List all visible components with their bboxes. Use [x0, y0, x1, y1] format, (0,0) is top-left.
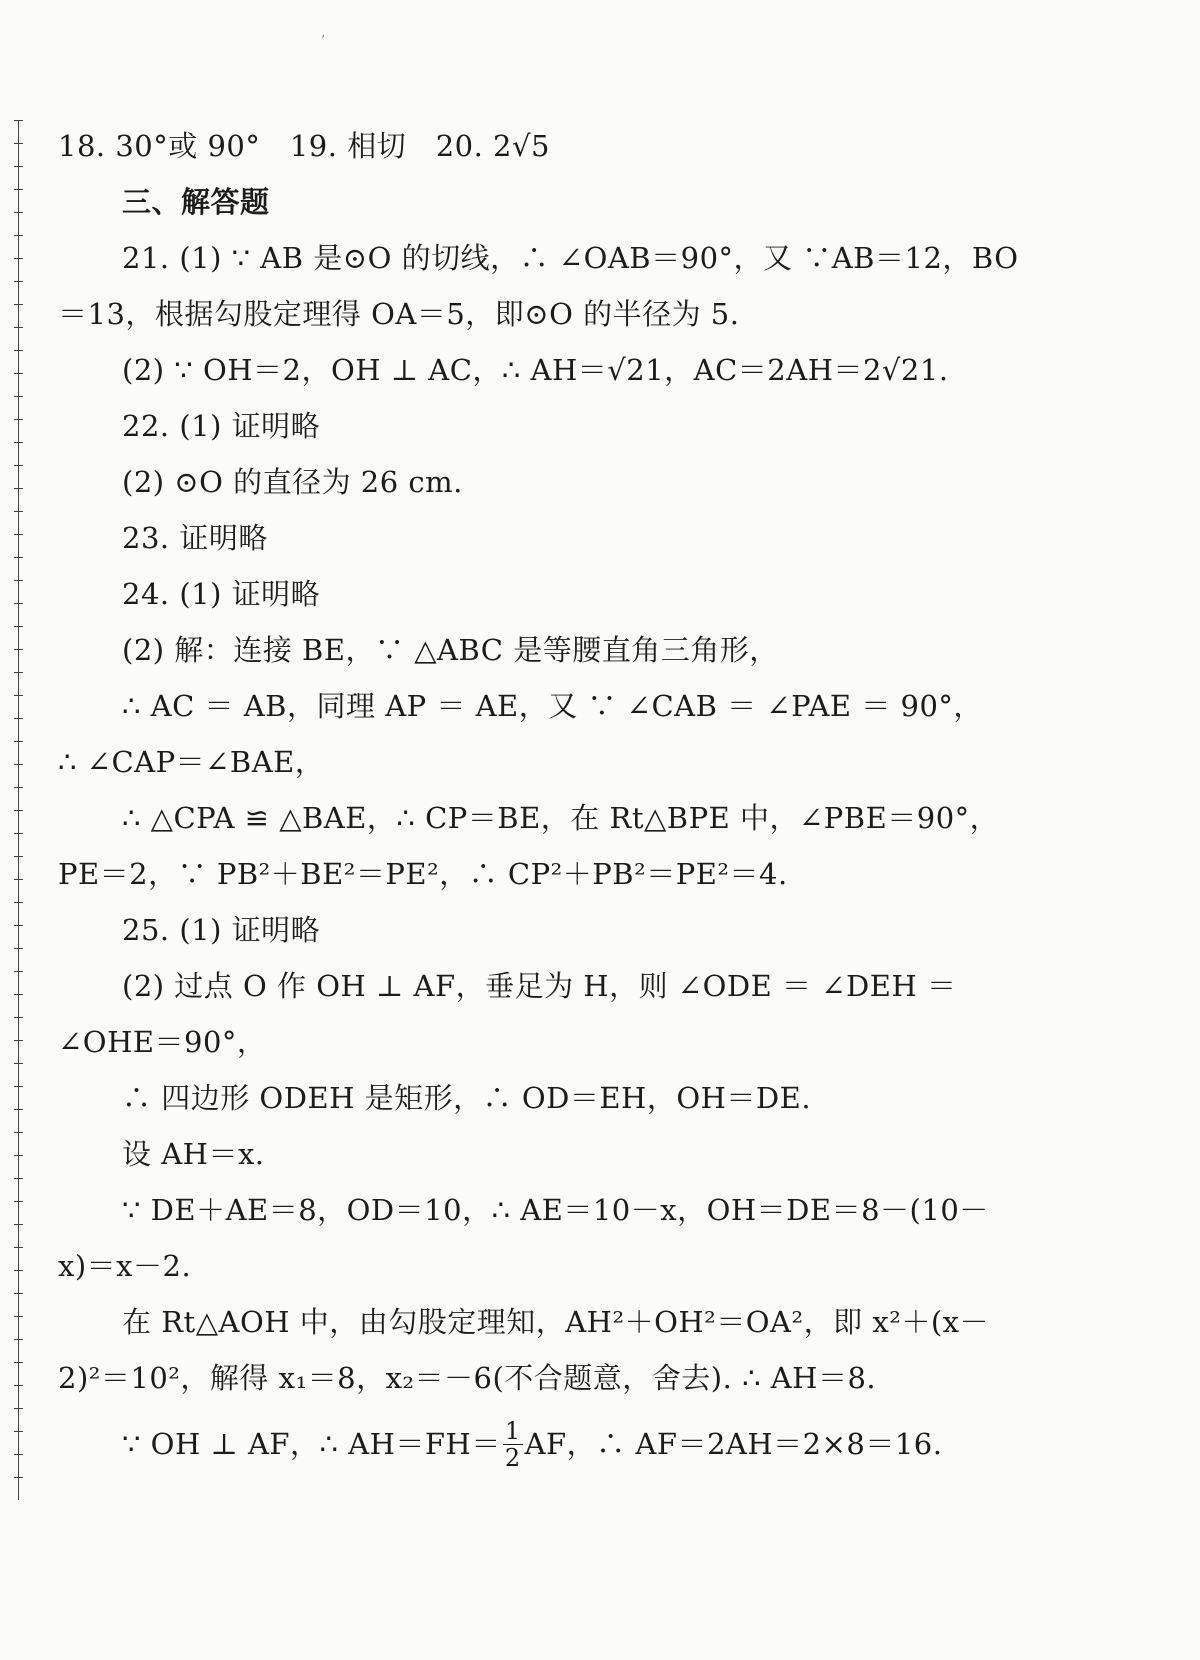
- binding-tick: [14, 1201, 23, 1202]
- answer-line-25-2h: 2)²＝10²，解得 x₁＝8，x₂＝－6(不合题意，舍去). ∴ AH＝8.: [58, 1361, 877, 1395]
- answer-line-25-2a: (2) 过点 O 作 OH ⊥ AF，垂足为 H，则 ∠ODE ＝ ∠DEH ＝: [122, 969, 957, 1003]
- binding-tick: [14, 925, 23, 926]
- binding-tick: [14, 166, 23, 167]
- final-line-before: ∵ OH ⊥ AF，∴ AH＝FH＝: [122, 1427, 501, 1461]
- binding-tick: [14, 511, 23, 512]
- binding-tick: [14, 718, 23, 719]
- binding-tick: [14, 281, 23, 282]
- answer-line-25-2g: 在 Rt△AOH 中，由勾股定理知，AH²＋OH²＝OA²，即 x²＋(x－: [122, 1305, 989, 1339]
- fraction-denominator: 2: [504, 1443, 521, 1472]
- binding-tick: [14, 833, 23, 834]
- binding-tick: [14, 1017, 23, 1018]
- binding-tick: [14, 948, 23, 949]
- binding-tick: [14, 902, 23, 903]
- answer-line-24-2a: (2) 解：连接 BE，∵ △ABC 是等腰直角三角形，: [122, 633, 779, 667]
- binding-tick: [14, 373, 23, 374]
- binding-tick: [14, 1270, 23, 1271]
- answer-line-25-2e: ∵ DE＋AE＝8，OD＝10，∴ AE＝10－x，OH＝DE＝8－(10－: [122, 1193, 989, 1227]
- binding-tick: [14, 764, 23, 765]
- binding-tick: [14, 1385, 23, 1386]
- answer-line-21-1b: ＝13，根据勾股定理得 OA＝5，即⊙O 的半径为 5.: [58, 297, 740, 331]
- binding-tick: [14, 143, 23, 144]
- binding-tick: [14, 1408, 23, 1409]
- binding-tick: [14, 258, 23, 259]
- binding-tick: [14, 695, 23, 696]
- answer-line-18-20: 18. 30°或 90° 19. 相切 20. 2√5: [58, 129, 550, 163]
- binding-tick: [14, 741, 23, 742]
- answer-line-24-2c: ∴ ∠CAP＝∠BAE，: [58, 745, 325, 779]
- binding-tick: [14, 649, 23, 650]
- binding-margin-line: [18, 120, 29, 1500]
- answer-line-25-2d: 设 AH＝x.: [122, 1137, 265, 1171]
- answer-line-25-1: 25. (1) 证明略: [122, 913, 321, 947]
- binding-tick: [14, 1293, 23, 1294]
- fraction-one-half: [503, 1418, 523, 1471]
- binding-tick: [14, 557, 23, 558]
- binding-tick: [14, 1362, 23, 1363]
- binding-tick: [14, 1040, 23, 1041]
- answer-line-24-2d: ∴ △CPA ≌ △BAE，∴ CP＝BE，在 Rt△BPE 中，∠PBE＝90°，: [122, 801, 1000, 835]
- answer-line-24-2b: ∴ AC ＝ AB，同理 AP ＝ AE，又 ∵ ∠CAB ＝ ∠PAE ＝ 90°，: [122, 689, 983, 723]
- binding-tick: [14, 1155, 23, 1156]
- binding-tick: [14, 1477, 23, 1478]
- answer-page: [58, 118, 1088, 1478]
- binding-tick: [14, 534, 23, 535]
- binding-tick: [14, 1247, 23, 1248]
- binding-tick: [14, 304, 23, 305]
- binding-tick: [14, 465, 23, 466]
- fraction-numerator: 1: [504, 1416, 521, 1445]
- binding-tick: [14, 1178, 23, 1179]
- binding-tick: [14, 442, 23, 443]
- binding-tick: [14, 396, 23, 397]
- binding-tick: [14, 787, 23, 788]
- binding-tick: [14, 626, 23, 627]
- answer-line-21-2: (2) ∵ OH＝2，OH ⊥ AC，∴ AH＝√21，AC＝2AH＝2√21.: [122, 353, 949, 387]
- binding-tick: [14, 235, 23, 236]
- answer-line-22-1: 22. (1) 证明略: [122, 409, 321, 443]
- answer-line-24-1: 24. (1) 证明略: [122, 577, 321, 611]
- binding-tick: [14, 580, 23, 581]
- binding-tick: [14, 212, 23, 213]
- binding-tick: [14, 350, 23, 351]
- binding-tick: [14, 419, 23, 420]
- binding-tick: [14, 1339, 23, 1340]
- binding-tick: [14, 1316, 23, 1317]
- binding-tick: [14, 1086, 23, 1087]
- answer-line-25-2c: ∴ 四边形 ODEH 是矩形，∴ OD＝EH，OH＝DE.: [122, 1081, 812, 1115]
- binding-tick: [14, 1431, 23, 1432]
- binding-tick: [14, 994, 23, 995]
- binding-tick: [14, 810, 23, 811]
- answer-line-24-2e: PE＝2，∵ PB²＋BE²＝PE²，∴ CP²＋PB²＝PE²＝4.: [58, 857, 788, 891]
- binding-tick: [14, 1454, 23, 1455]
- binding-tick: [14, 1109, 23, 1110]
- binding-tick: [14, 879, 23, 880]
- answer-line-21-1a: 21. (1) ∵ AB 是⊙O 的切线，∴ ∠OAB＝90°，又 ∵AB＝12，BO: [122, 241, 1019, 275]
- binding-tick: [14, 1063, 23, 1064]
- answer-line-25-2f: x)＝x－2.: [58, 1249, 192, 1283]
- binding-tick: [14, 971, 23, 972]
- binding-tick: [14, 327, 23, 328]
- binding-tick: [14, 603, 23, 604]
- binding-tick: [14, 856, 23, 857]
- binding-tick: [14, 1132, 23, 1133]
- answer-line-23: 23. 证明略: [122, 521, 268, 555]
- stray-mark: ˊ: [318, 33, 333, 51]
- answer-line-25-2i: [58, 1406, 1088, 1478]
- answer-line-22-2: (2) ⊙O 的直径为 26 cm.: [122, 465, 463, 499]
- binding-tick: [14, 1224, 23, 1225]
- final-line-after: AF，∴ AF＝2AH＝2×8＝16.: [524, 1427, 943, 1461]
- binding-tick: [14, 488, 23, 489]
- binding-tick: [14, 189, 23, 190]
- binding-tick: [14, 120, 23, 121]
- binding-tick: [14, 672, 23, 673]
- section-heading: 三、解答题: [122, 185, 270, 219]
- answer-line-25-2b: ∠OHE＝90°，: [58, 1025, 267, 1059]
